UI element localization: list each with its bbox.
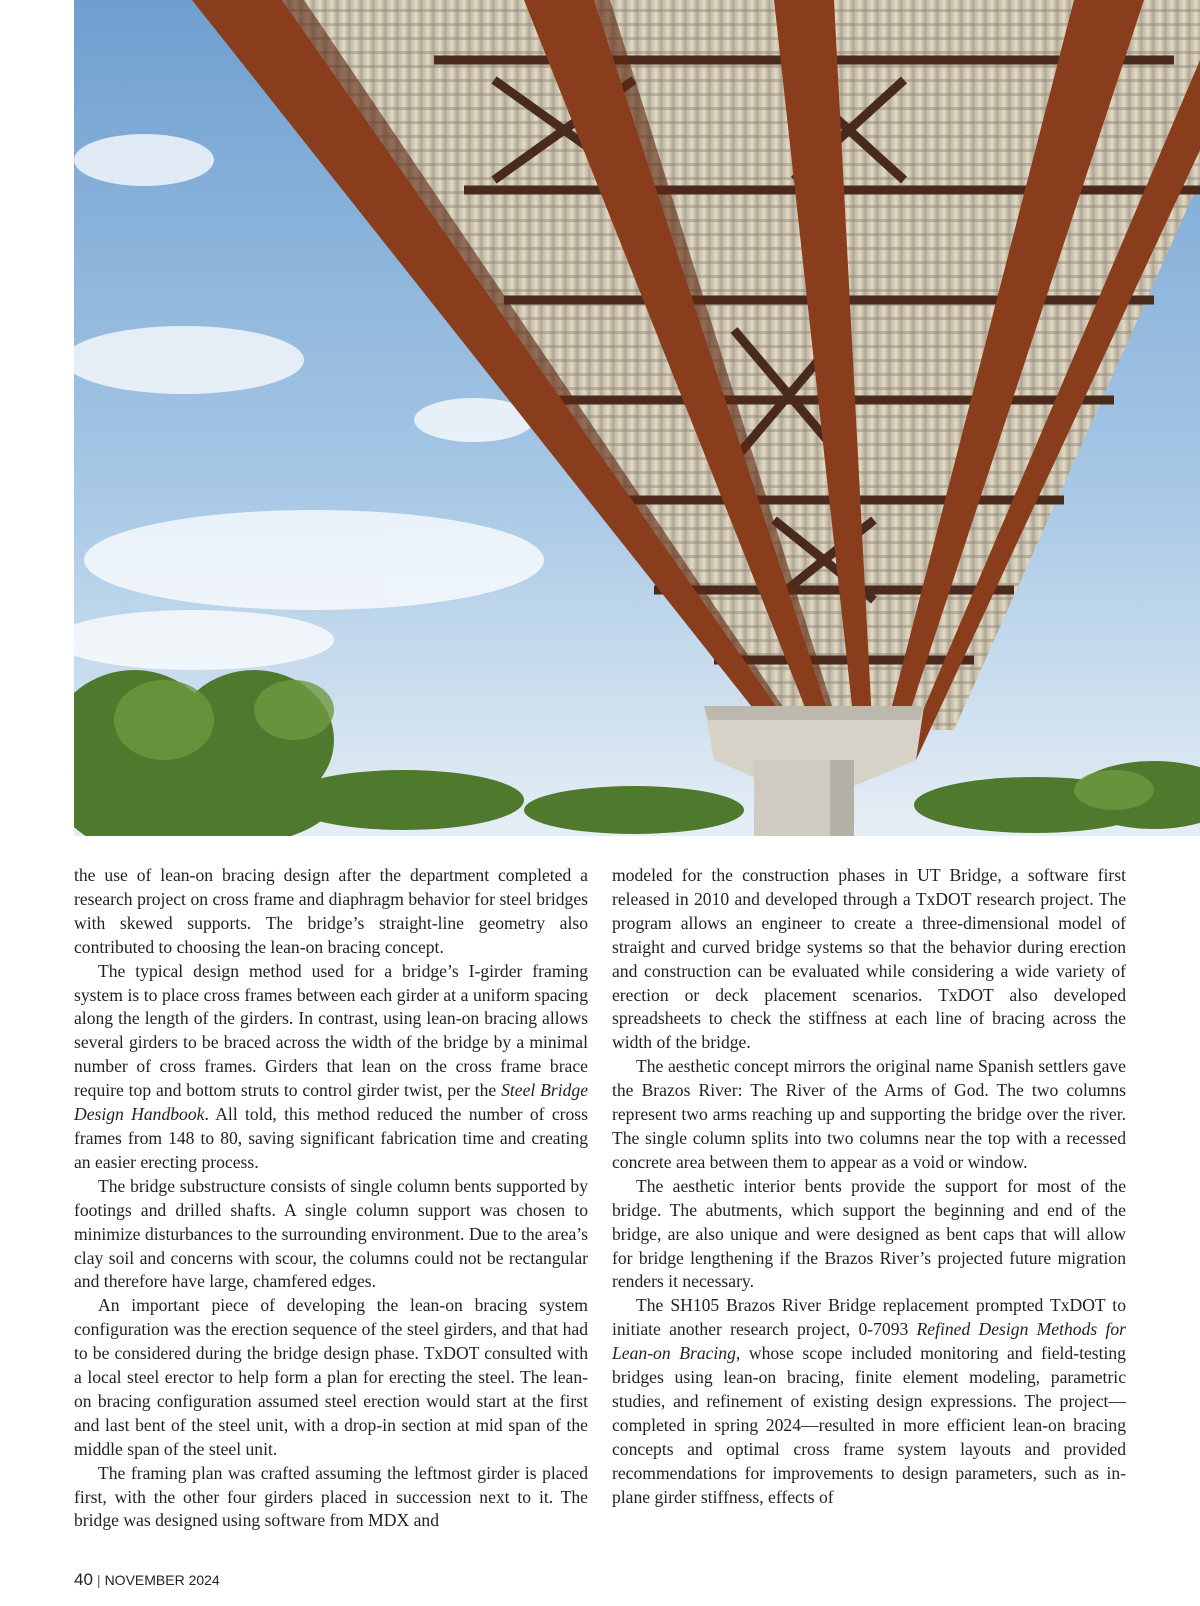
paragraph: The framing plan was crafted assuming the leftmost girder is placed first, with the other four girders placed in succession next to it. The bridge was designed using software from MDX and [74, 1462, 588, 1531]
bridge-underside-photo [74, 0, 1200, 836]
page-number: 40 [74, 1570, 93, 1589]
left-column [74, 864, 588, 1533]
issue-date: NOVEMBER 2024 [104, 1572, 220, 1588]
paragraph: An important piece of developing the lean-on bracing system configuration was the erection sequence of the steel girders, and that had to be considered during the bridge design phase. TxDOT consulted with a local steel erector to help form a plan for erecting the steel. The lean-on bracing configuration assumed steel erection would start at the first and last bent of the steel unit, with a drop-in section at mid span of the middle span of the steel unit. [74, 1295, 588, 1459]
paragraph: modeled for the construction phases in UT Bridge, a software first released in 2010 and developed through a TxDOT research project. The program allows an engineer to create a three-dimensional model of straight and curved bridge systems so that the behavior during erection and construction can be evaluated while considering a wide variety of erection or deck placement scenarios. TxDOT also developed spreadsheets to check the stiffness at each line of bracing across the width of the bridge. [612, 865, 1126, 1053]
page-footer [74, 1570, 220, 1590]
paragraph: the use of lean-on bracing design after the department completed a research project on cross frame and diaphragm behavior for steel bridges with skewed supports. The bridge’s straight-line geometry also contributed to choosing the lean-on bracing concept. [74, 865, 588, 957]
paragraph: The aesthetic interior bents provide the support for most of the bridge. The abutments, which support the beginning and end of the bridge, are also unique and were designed as bent caps that will allow for bridge lengthening if the Brazos River’s projected future migration renders it necessary. [612, 1175, 1126, 1292]
bridge-illustration [74, 0, 1200, 836]
right-column [612, 864, 1126, 1509]
paragraph: The bridge substructure consists of single column bents supported by footings and drilled shafts. A single column support was chosen to minimize disturbances to the surrounding environment. Due to the area’s clay soil and concerns with scour, the columns could not be rectangular and therefore have large, chamfered edges. [74, 1175, 588, 1292]
footer-separator: | [96, 1572, 101, 1588]
project-title: Refined Design Methods for Lean-on Bracing [612, 1319, 1126, 1364]
paragraph: The aesthetic concept mirrors the original name Spanish settlers gave the Brazos River: The River of the Arms of God. The two columns represent two arms reaching up and supporting the bridge over the river. The single column splits into two columns near the top with a recessed concrete area between them to appear as a void or window. [612, 1056, 1126, 1172]
book-title: Steel Bridge Design Handbook [74, 1080, 588, 1125]
paragraph: The SH105 Brazos River Bridge replacement prompted TxDOT to initiate another research project, 0-7093 Refined Design Methods for Lean-on Bracing, whose scope included monitoring and field-testing bridges using lean-on bracing, finite element modeling, parametric studies, and refinement of existing design expressions. The project—completed in spring 2024—resulted in more efficient lean-on bracing concepts and optimal cross frame system layouts and provided recommendations for improvements to design parameters, such as in-plane girder stiffness, effects of [612, 1295, 1126, 1507]
paragraph: The typical design method used for a bridge’s I-girder framing system is to place cross frames between each girder at a uniform spacing along the length of the girders. In contrast, using lean-on bracing allows several girders to be braced across the width of the bridge by a minimal number of cross frames. Girders that lean on the cross frame brace require top and bottom struts to control girder twist, per the Steel Bridge Design Handbook. All told, this method reduced the number of cross frames from 148 to 80, saving significant fabrication time and creating an easier erecting process. [74, 960, 588, 1172]
